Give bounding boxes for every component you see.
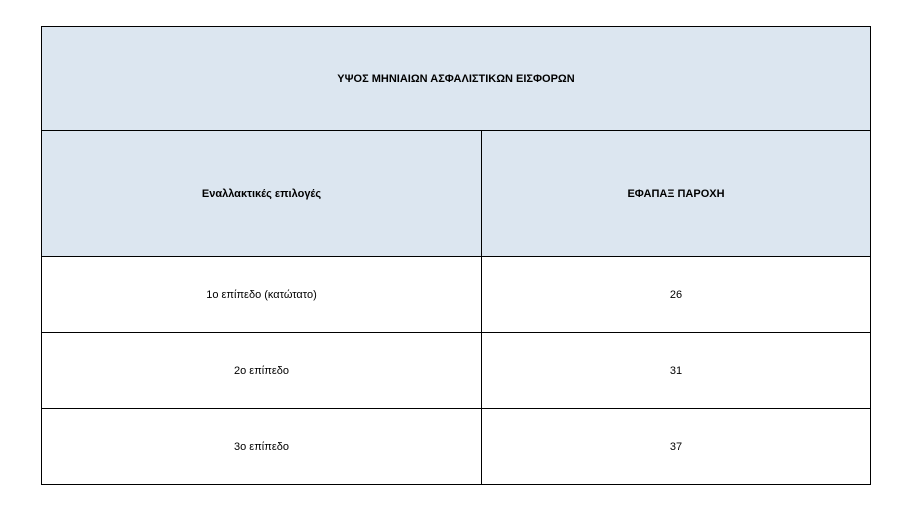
column-header-options: Εναλλακτικές επιλογές	[42, 131, 482, 257]
row-value: 37	[482, 409, 871, 485]
title-row	[42, 27, 871, 131]
table-title: ΥΨΟΣ ΜΗΝΙΑΙΩΝ ΑΣΦΑΛΙΣΤΙΚΩΝ ΕΙΣΦΟΡΩΝ	[42, 27, 871, 131]
table-row	[42, 257, 871, 333]
table-row	[42, 409, 871, 485]
column-header-lump-sum: ΕΦΑΠΑΞ ΠΑΡΟΧΗ	[482, 131, 871, 257]
row-label: 3ο επίπεδο	[42, 409, 482, 485]
contributions-table	[41, 26, 871, 485]
table-row	[42, 333, 871, 409]
row-label: 1ο επίπεδο (κατώτατο)	[42, 257, 482, 333]
row-label: 2ο επίπεδο	[42, 333, 482, 409]
row-value: 26	[482, 257, 871, 333]
header-row	[42, 131, 871, 257]
row-value: 31	[482, 333, 871, 409]
